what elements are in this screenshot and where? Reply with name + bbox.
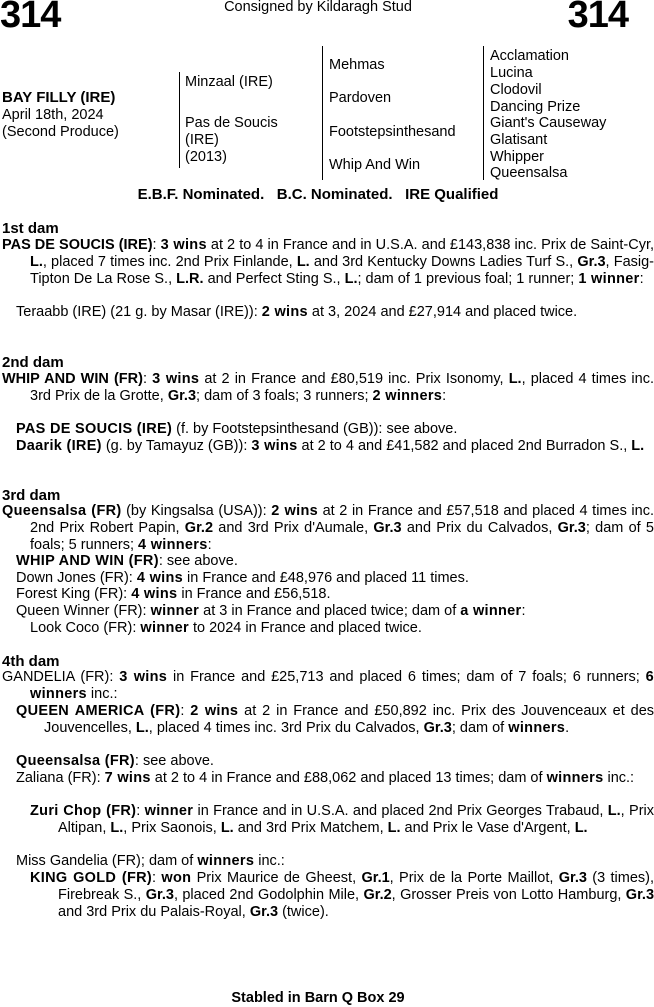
text-run: : [521, 603, 526, 619]
bold-text-run: 4 winners [138, 536, 208, 553]
text-run: at 2 in France and £57,518 and placed 4 times inc. 2nd Prix Robert Papin, [30, 503, 654, 536]
text-run: and 3rd Prix d'Aumale, [213, 519, 374, 536]
third-dam-produce-2 [16, 570, 654, 587]
text-run: : [136, 803, 145, 819]
bold-text-run: L. [344, 270, 358, 287]
pedigree-dam-sire: Footstepsinthesand [329, 124, 456, 140]
text-run: at 2 in France and £80,519 inc. Prix Isonomy, [199, 371, 509, 387]
bold-text-run: L. [296, 253, 310, 270]
text-run: inc.: [603, 770, 635, 786]
bold-text-run: 1 winner [578, 270, 640, 287]
text-run: ; dam of 1 previous foal; 1 runner; [357, 270, 579, 287]
pedigree-divider-2 [322, 46, 323, 180]
bold-text-run: Gr.3 [625, 886, 654, 903]
bold-text-run: winner [144, 803, 194, 819]
bold-text-run: Gr.3 [557, 519, 586, 536]
bold-text-run: 3 wins [251, 438, 298, 454]
pedigree-dam-country: (IRE) [185, 132, 219, 148]
text-run: , placed 4 times inc. 3rd Prix du Calvados, [148, 719, 424, 736]
text-run: in France and £48,976 and placed 11 times. [183, 570, 469, 586]
fourth-dam-produce-2 [16, 753, 654, 770]
text-run: (g. by Tamayuz (GB)): [101, 438, 252, 454]
pedigree-divider-1 [179, 72, 180, 168]
third-dam-heading: 3rd dam [2, 487, 61, 504]
bold-text-run: 3 wins [160, 237, 207, 253]
text-run: in France and £56,518. [177, 586, 331, 602]
text-run: and Prix du Calvados, [401, 519, 558, 536]
pedigree-divider-3 [483, 46, 484, 180]
lot-number-left: 314 [0, 0, 61, 36]
text-run: : see above. [158, 553, 238, 569]
fourth-dam-produce-1 [16, 703, 654, 737]
third-dam-produce-4 [16, 603, 654, 620]
pedigree-sire-dam: Pardoven [329, 90, 392, 106]
bold-text-run: Gr.3 [167, 387, 197, 404]
text-run: at 2 to 4 and £41,582 and placed 2nd Burradon S., [297, 438, 632, 454]
bold-text-run: KING GOLD (FR) [30, 870, 153, 886]
bold-text-run: QUEEN AMERICA (FR) [16, 703, 181, 719]
first-dam-heading: 1st dam [2, 220, 59, 237]
text-run: : [639, 270, 644, 287]
text-run: (3 times), Firebreak S., [58, 870, 654, 903]
fourth-dam-paragraph [2, 669, 654, 703]
text-run: (by Kingsalsa (USA)): [121, 503, 272, 519]
text-run: Miss Gandelia (FR); dam of [16, 853, 198, 869]
fourth-dam-heading: 4th dam [2, 653, 60, 670]
third-dam-produce-5 [30, 620, 654, 637]
text-run: , Fasig-Tipton De La Rose S., [30, 253, 654, 287]
bold-text-run: Gr.2 [363, 886, 392, 903]
text-run: at 3, 2024 and £27,914 and placed twice. [307, 304, 578, 320]
pedigree-gen3-7: Whipper [490, 149, 544, 165]
bold-text-run: WHIP AND WIN (FR) [16, 553, 159, 569]
third-dam-produce-1 [16, 553, 654, 570]
text-run: , Grosser Preis von Lotto Hamburg, [391, 886, 626, 903]
bold-text-run: 3 wins [119, 669, 168, 685]
pedigree-dam: Pas de Soucis [185, 115, 278, 131]
text-run: : [207, 536, 212, 553]
bold-text-run: 6 winners [30, 669, 654, 702]
text-run: and 3rd Kentucky Downs Ladies Turf S., [309, 253, 578, 270]
pedigree-gen3-2: Lucina [490, 65, 533, 81]
bold-text-run: Gr.3 [423, 719, 452, 736]
text-run: at 3 in France and placed twice; dam of [199, 603, 461, 619]
pedigree-dam-year: (2013) [185, 149, 227, 165]
bold-text-run: WHIP AND WIN (FR) [2, 371, 143, 387]
text-run: , placed 4 times inc. 3rd Prix de la Grotte, [30, 371, 654, 404]
bold-text-run: L. [135, 719, 149, 736]
third-dam-paragraph [2, 503, 654, 553]
fourth-dam-produce-4 [30, 803, 654, 837]
text-run: , placed 7 times inc. 2nd Prix Finlande, [42, 253, 297, 270]
text-run: and 3rd Prix du Palais-Royal, [58, 903, 250, 920]
bold-text-run: L. [30, 253, 43, 270]
bold-text-run: L. [607, 803, 621, 819]
text-run: ; dam of [451, 719, 509, 736]
bold-text-run: winners [508, 719, 566, 736]
pedigree-dam-dam: Whip And Win [329, 157, 421, 173]
bold-text-run: L. [631, 438, 645, 454]
text-run: Queen Winner (FR): [16, 603, 151, 619]
bold-text-run: L. [387, 819, 401, 836]
bold-text-run: Queensalsa (FR) [2, 503, 122, 519]
first-dam-paragraph [2, 237, 654, 287]
text-run: : [180, 703, 191, 719]
bold-text-run: Gr.3 [577, 253, 606, 270]
bold-text-run: 3 wins [152, 371, 200, 387]
nominations-line: E.B.F. Nominated. B.C. Nominated. IRE Qualified [137, 186, 499, 203]
second-dam-paragraph [2, 371, 654, 405]
text-run: ; dam of 3 foals; 3 runners; [196, 387, 373, 404]
text-run: and 3rd Prix Matchem, [233, 819, 388, 836]
pedigree-gen3-4: Dancing Prize [490, 99, 581, 115]
bold-text-run: 2 wins [190, 703, 239, 719]
text-run: Teraabb (IRE) (21 g. by Masar (IRE)): [16, 304, 262, 320]
bold-text-run: 4 wins [131, 586, 178, 602]
second-dam-produce-1 [16, 421, 654, 438]
text-run: , Prix Altipan, [58, 803, 654, 836]
bold-text-run: Gr.3 [145, 886, 174, 903]
bold-text-run: Gr.3 [558, 870, 587, 886]
text-run: : [152, 237, 161, 253]
text-run: to 2024 in France and placed twice. [188, 620, 422, 636]
bold-text-run: Zuri Chop (FR) [30, 803, 137, 819]
bold-text-run: L. [508, 371, 522, 387]
text-run: : [142, 371, 153, 387]
text-run: , Prix Saonois, [123, 819, 221, 836]
second-dam-heading: 2nd dam [2, 354, 64, 371]
bold-text-run: PAS DE SOUCIS (IRE) [2, 237, 153, 253]
bold-text-run: Gr.2 [184, 519, 214, 536]
text-run: , placed 2nd Godolphin Mile, [173, 886, 364, 903]
text-run: Zaliana (FR): [16, 770, 105, 786]
text-run: in France and in U.S.A. and placed 2nd Prix Georges Trabaud, [193, 803, 608, 819]
bold-text-run: L. [574, 819, 588, 836]
text-run: Prix Maurice de Gheest, [191, 870, 362, 886]
bold-text-run: won [161, 870, 192, 886]
text-run: , Prix de la Porte Maillot, [389, 870, 559, 886]
second-dam-produce-2 [16, 438, 654, 455]
foaling-date: April 18th, 2024 [2, 107, 104, 123]
bold-text-run: L. [220, 819, 234, 836]
pedigree-gen3-8: Queensalsa [490, 165, 568, 181]
bold-text-run: L.R. [176, 270, 204, 287]
fourth-dam-produce-6 [30, 870, 654, 920]
bold-text-run: winners [197, 853, 255, 869]
pedigree-gen3-1: Acclamation [490, 48, 569, 64]
text-run: (f. by Footstepsinthesand (GB)): see above. [172, 421, 458, 437]
lot-number-right: 314 [567, 0, 628, 36]
text-run: : [442, 387, 447, 404]
bold-text-run: 7 wins [104, 770, 151, 786]
text-run: at 2 to 4 in France and in U.S.A. and £143,838 inc. Prix de Saint-Cyr, [206, 237, 654, 253]
bold-text-run: L. [110, 819, 124, 836]
bold-text-run: Gr.3 [249, 903, 279, 920]
text-run: ; dam of 5 foals; 5 runners; [30, 519, 654, 553]
pedigree-sire: Minzaal (IRE) [185, 74, 273, 90]
bold-text-run: Gr.1 [361, 870, 390, 886]
text-run: . [565, 719, 570, 736]
bold-text-run: 4 wins [136, 570, 183, 586]
text-run: inc.: [254, 853, 285, 869]
text-run: at 2 to 4 in France and £88,062 and placed 13 times; dam of [150, 770, 547, 786]
text-run: GANDELIA (FR): [2, 669, 120, 685]
produce-note: (Second Produce) [2, 124, 119, 140]
bold-text-run: Daarik (IRE) [16, 438, 102, 454]
fourth-dam-produce-5 [16, 853, 654, 870]
text-run: at 2 in France and £50,892 inc. Prix des Jouvenceaux et des Jouvencelles, [44, 703, 654, 736]
bold-text-run: Queensalsa (FR) [16, 753, 135, 769]
bold-text-run: Gr.3 [373, 519, 402, 536]
bold-text-run: 2 winners [372, 387, 443, 404]
bold-text-run: winners [546, 770, 604, 786]
text-run: in France and £25,713 and placed 6 times; dam of 7 foals; 6 runners; [167, 669, 646, 685]
pedigree-sire-sire: Mehmas [329, 57, 385, 73]
bold-text-run: a winner [460, 603, 522, 619]
text-run: Look Coco (FR): [30, 620, 141, 636]
pedigree-gen3-5: Giant's Causeway [490, 115, 607, 131]
text-run: Down Jones (FR): [16, 570, 137, 586]
pedigree-gen3-6: Glatisant [490, 132, 548, 148]
horse-name: BAY FILLY (IRE) [2, 89, 116, 106]
text-run: and Prix le Vase d'Argent, [400, 819, 575, 836]
fourth-dam-produce-3 [16, 770, 654, 787]
pedigree-gen3-3: Clodovil [490, 82, 542, 98]
text-run: and Perfect Sting S., [203, 270, 345, 287]
text-run: Forest King (FR): [16, 586, 132, 602]
text-run: inc.: [86, 685, 118, 702]
first-dam-produce [16, 304, 654, 321]
bold-text-run: PAS DE SOUCIS (IRE) [16, 421, 173, 437]
bold-text-run: 2 wins [261, 304, 308, 320]
text-run: : [152, 870, 162, 886]
consignor: Consigned by Kildaragh Stud [224, 0, 412, 15]
text-run: : see above. [134, 753, 214, 769]
third-dam-produce-3 [16, 586, 654, 603]
bold-text-run: 2 wins [271, 503, 318, 519]
bold-text-run: winner [150, 603, 200, 619]
stabling-note: Stabled in Barn Q Box 29 [231, 990, 405, 1006]
text-run: (twice). [278, 903, 329, 920]
bold-text-run: winner [140, 620, 189, 636]
